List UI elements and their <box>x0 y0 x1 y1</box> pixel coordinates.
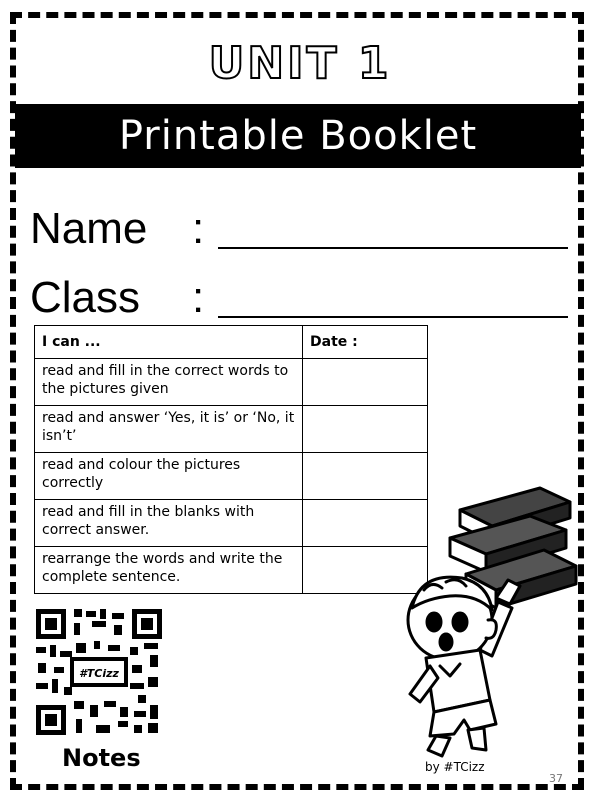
table-header-row <box>35 326 428 359</box>
title-banner <box>15 104 581 168</box>
table-row <box>35 453 428 500</box>
notes-label: Notes <box>62 744 141 772</box>
unit-title: UNIT 1 <box>208 38 392 89</box>
name-colon: : <box>192 204 205 253</box>
table-row <box>35 406 428 453</box>
skill-cell: read and fill in the correct words to the pictures given <box>35 359 303 406</box>
page-number: 37 <box>549 772 563 785</box>
qr-code[interactable] <box>34 607 164 737</box>
class-label: Class <box>30 273 141 322</box>
class-colon: : <box>192 273 205 322</box>
byline: by #TCizz <box>425 760 485 774</box>
date-cell[interactable] <box>303 406 428 453</box>
date-cell[interactable] <box>303 359 428 406</box>
i-can-header: I can ... <box>35 326 303 359</box>
child-with-books-illustration <box>380 480 580 760</box>
name-label: Name <box>30 204 148 253</box>
class-field <box>30 273 205 322</box>
banner-title: Printable Booklet <box>118 113 478 159</box>
date-header: Date : <box>303 326 428 359</box>
table-row <box>35 359 428 406</box>
class-line[interactable] <box>218 316 568 318</box>
skill-cell: rearrange the words and write the complete sentence. <box>35 547 303 594</box>
i-can-table <box>34 325 428 594</box>
skill-cell: read and answer ‘Yes, it is’ or ‘No, it isn’t’ <box>35 406 303 453</box>
qr-label: #TCizz <box>79 667 119 680</box>
table-row <box>35 500 428 547</box>
skill-cell: read and colour the pictures correctly <box>35 453 303 500</box>
table-row <box>35 547 428 594</box>
name-line[interactable] <box>218 247 568 249</box>
skill-cell: read and fill in the blanks with correct answer. <box>35 500 303 547</box>
name-field <box>30 204 205 253</box>
